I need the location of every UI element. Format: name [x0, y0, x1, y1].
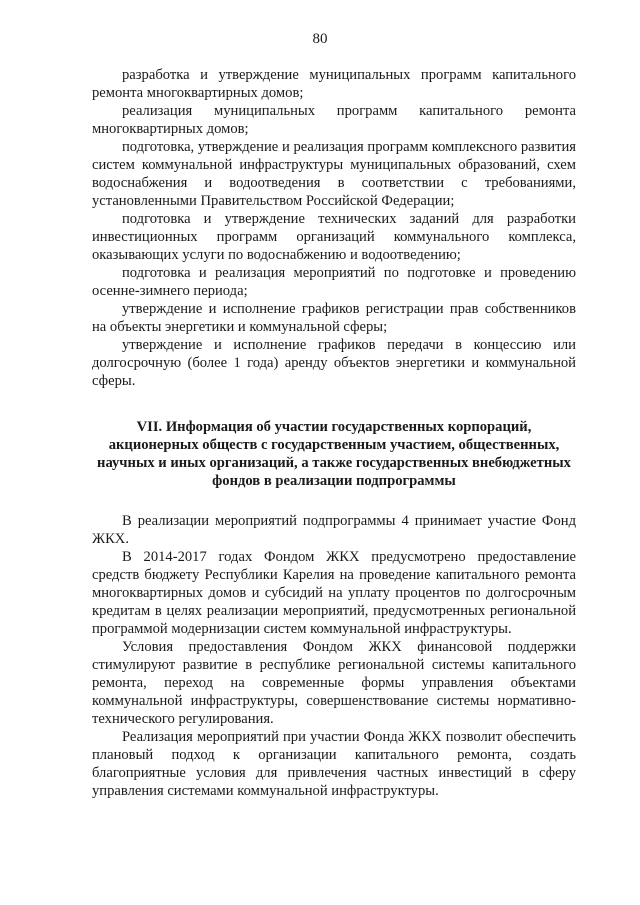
section-title: VII. Информация об участии государственных корпораций, акционерных обществ с государственным участием, общественных, научных и иных организаций, а также государственных внебюджетных фондов в реализации подпрограммы	[97, 419, 571, 489]
paragraph-fund-participation: В реализации мероприятий подпрограммы 4 принимает участие Фонд ЖКХ.	[92, 513, 576, 547]
list-item-autumn-winter-preparation: подготовка и реализация мероприятий по подготовке и проведению осенне-зимнего периода;	[92, 265, 576, 299]
list-item-technical-assignments: подготовка и утверждение технических заданий для разработки инвестиционных программ организаций коммунального комплекса, оказывающих услуги по водоснабжению и водоотведению;	[92, 211, 576, 263]
page-content	[92, 66, 576, 800]
list-item-municipal-programs-development: разработка и утверждение муниципальных программ капитального ремонта многоквартирных домов;	[92, 67, 576, 101]
paragraph-implementation-outcome: Реализация мероприятий при участии Фонда ЖКХ позволит обеспечить плановый подход к организации капитального ремонта, создать благоприятные условия для привлечения частных инвестиций в сферу управления системами коммунальной инфраструктуры.	[92, 729, 576, 799]
paragraph-support-conditions: Условия предоставления Фондом ЖКХ финансовой поддержки стимулируют развитие в республике региональной системы капитального ремонта, переход на современные формы управления объектами коммунальной инфраструктуры, совершенствование системы нормативно-технического регулирования.	[92, 639, 576, 727]
list-item-rights-registration-schedules: утверждение и исполнение графиков регистрации прав собственников на объекты энергетики и коммунальной сферы;	[92, 301, 576, 335]
list-item-municipal-programs-implementation: реализация муниципальных программ капитального ремонта многоквартирных домов;	[92, 103, 576, 137]
list-item-concession-transfer-schedules: утверждение и исполнение графиков передачи в концессию или долгосрочную (более 1 года) аренду объектов энергетики и коммунальной сферы.	[92, 337, 576, 389]
page-number: 80	[312, 31, 328, 47]
paragraph-fund-funding: В 2014-2017 годах Фондом ЖКХ предусмотрено предоставление средств бюджету Республики Карелия на проведение капитального ремонта многоквартирных домов и субсидий на уплату процентов по долгосрочным кредитам в целях реализации мероприятий, предусмотренных региональной программой модернизации систем коммунальной инфраструктуры.	[92, 549, 576, 637]
list-item-complex-development-programs: подготовка, утверждение и реализация программ комплексного развития систем коммунальной инфраструктуры муниципальных образований, схем водоснабжения и водоотведения в соответствии с требованиями, установленными Правительством Российской Федерации;	[92, 139, 576, 209]
